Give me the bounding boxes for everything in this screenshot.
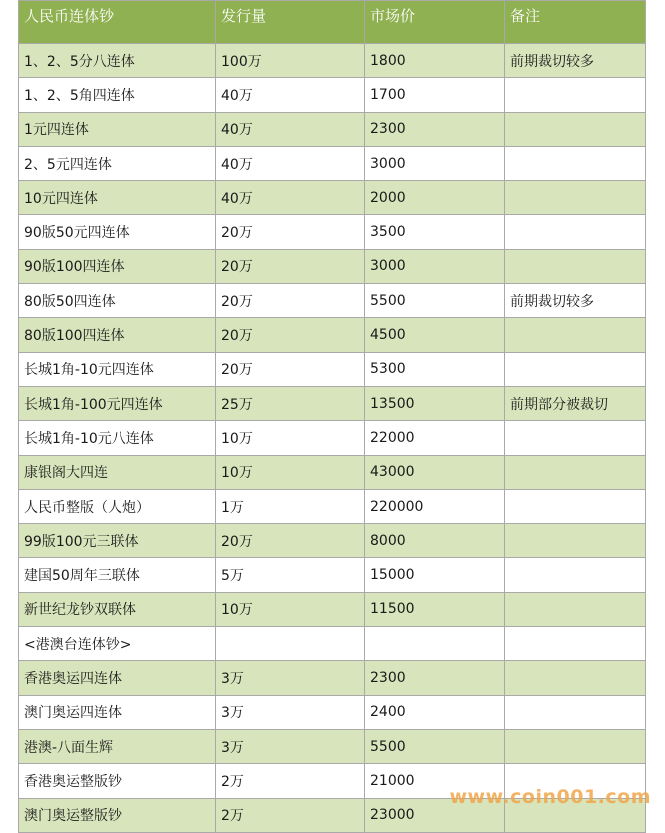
cell-notes <box>505 661 646 695</box>
cell-name: 港澳-八面生辉 <box>19 729 216 763</box>
cell-issue-volume: 20万 <box>216 284 365 318</box>
table-row <box>19 215 646 249</box>
table-row <box>19 661 646 695</box>
cell-market-price: 1700 <box>365 78 505 112</box>
cell-market-price: 8000 <box>365 524 505 558</box>
cell-market-price: 4500 <box>365 318 505 352</box>
table-row <box>19 627 646 661</box>
table-row <box>19 44 646 78</box>
cell-name: 80版50四连体 <box>19 284 216 318</box>
table-row <box>19 421 646 455</box>
cell-notes <box>505 627 646 661</box>
cell-name: 长城1角-10元四连体 <box>19 352 216 386</box>
header-notes: 备注 <box>505 1 646 44</box>
cell-issue-volume: 20万 <box>216 352 365 386</box>
cell-issue-volume: 40万 <box>216 181 365 215</box>
cell-market-price: 220000 <box>365 489 505 523</box>
cell-issue-volume: 5万 <box>216 558 365 592</box>
watermark-logo: www.coin001.com <box>449 786 651 808</box>
cell-issue-volume: 10万 <box>216 421 365 455</box>
cell-name: 1、2、5角四连体 <box>19 78 216 112</box>
cell-issue-volume: 10万 <box>216 592 365 626</box>
table-row <box>19 78 646 112</box>
cell-market-price: 23000 <box>365 798 505 832</box>
cell-notes <box>505 249 646 283</box>
cell-market-price <box>365 627 505 661</box>
cell-issue-volume: 3万 <box>216 661 365 695</box>
cell-issue-volume: 2万 <box>216 798 365 832</box>
table-row <box>19 729 646 763</box>
table-row <box>19 318 646 352</box>
header-name: 人民币连体钞 <box>19 1 216 44</box>
cell-notes <box>505 421 646 455</box>
table-row <box>19 352 646 386</box>
cell-name: 建国50周年三联体 <box>19 558 216 592</box>
cell-issue-volume: 40万 <box>216 78 365 112</box>
cell-notes <box>505 78 646 112</box>
table-body <box>19 44 646 833</box>
cell-market-price: 1800 <box>365 44 505 78</box>
table-row <box>19 386 646 420</box>
cell-market-price: 2300 <box>365 661 505 695</box>
header-row <box>19 1 646 44</box>
table-row <box>19 284 646 318</box>
table-header <box>19 1 646 44</box>
cell-market-price: 21000 <box>365 764 505 798</box>
table-row <box>19 181 646 215</box>
cell-name: 80版100四连体 <box>19 318 216 352</box>
cell-name: 新世纪龙钞双联体 <box>19 592 216 626</box>
cell-issue-volume: 20万 <box>216 249 365 283</box>
cell-name: 10元四连体 <box>19 181 216 215</box>
cell-notes <box>505 112 646 146</box>
cell-name: 香港奥运四连体 <box>19 661 216 695</box>
cell-issue-volume: 2万 <box>216 764 365 798</box>
cell-market-price: 2300 <box>365 112 505 146</box>
cell-market-price: 5300 <box>365 352 505 386</box>
cell-notes <box>505 524 646 558</box>
cell-name: 香港奥运整版钞 <box>19 764 216 798</box>
cell-notes <box>505 146 646 180</box>
cell-market-price: 15000 <box>365 558 505 592</box>
table-row <box>19 249 646 283</box>
cell-market-price: 13500 <box>365 386 505 420</box>
cell-issue-volume: 3万 <box>216 729 365 763</box>
cell-market-price: 3000 <box>365 249 505 283</box>
table-row <box>19 524 646 558</box>
cell-market-price: 3500 <box>365 215 505 249</box>
cell-issue-volume: 1万 <box>216 489 365 523</box>
table-row <box>19 558 646 592</box>
cell-notes <box>505 455 646 489</box>
cell-issue-volume: 3万 <box>216 695 365 729</box>
cell-name: 2、5元四连体 <box>19 146 216 180</box>
cell-notes <box>505 489 646 523</box>
cell-market-price: 22000 <box>365 421 505 455</box>
cell-market-price: 11500 <box>365 592 505 626</box>
cell-notes <box>505 592 646 626</box>
cell-name: 康银阁大四连 <box>19 455 216 489</box>
cell-notes <box>505 215 646 249</box>
cell-market-price: 2000 <box>365 181 505 215</box>
price-table <box>18 0 646 833</box>
cell-notes: 前期裁切较多 <box>505 44 646 78</box>
cell-market-price: 2400 <box>365 695 505 729</box>
cell-notes <box>505 181 646 215</box>
cell-name: <港澳台连体钞> <box>19 627 216 661</box>
cell-issue-volume: 100万 <box>216 44 365 78</box>
cell-name: 1元四连体 <box>19 112 216 146</box>
cell-issue-volume: 20万 <box>216 215 365 249</box>
cell-name: 1、2、5分八连体 <box>19 44 216 78</box>
cell-market-price: 5500 <box>365 729 505 763</box>
cell-issue-volume <box>216 627 365 661</box>
cell-issue-volume: 40万 <box>216 112 365 146</box>
cell-market-price: 43000 <box>365 455 505 489</box>
cell-issue-volume: 20万 <box>216 524 365 558</box>
cell-name: 长城1角-100元四连体 <box>19 386 216 420</box>
cell-issue-volume: 20万 <box>216 318 365 352</box>
cell-name: 99版100元三联体 <box>19 524 216 558</box>
cell-notes <box>505 352 646 386</box>
cell-notes: 前期部分被裁切 <box>505 386 646 420</box>
table-row <box>19 695 646 729</box>
cell-name: 人民币整版（人炮） <box>19 489 216 523</box>
cell-notes <box>505 729 646 763</box>
header-issue-volume: 发行量 <box>216 1 365 44</box>
table-row <box>19 489 646 523</box>
cell-name: 澳门奥运整版钞 <box>19 798 216 832</box>
cell-name: 90版100四连体 <box>19 249 216 283</box>
table-row <box>19 455 646 489</box>
table-row <box>19 146 646 180</box>
cell-issue-volume: 25万 <box>216 386 365 420</box>
cell-issue-volume: 40万 <box>216 146 365 180</box>
table-row <box>19 592 646 626</box>
cell-notes <box>505 695 646 729</box>
header-market-price: 市场价 <box>365 1 505 44</box>
cell-name: 长城1角-10元八连体 <box>19 421 216 455</box>
cell-issue-volume: 10万 <box>216 455 365 489</box>
cell-notes <box>505 558 646 592</box>
cell-market-price: 5500 <box>365 284 505 318</box>
table-row <box>19 112 646 146</box>
cell-notes: 前期裁切较多 <box>505 284 646 318</box>
cell-name: 澳门奥运四连体 <box>19 695 216 729</box>
cell-name: 90版50元四连体 <box>19 215 216 249</box>
cell-notes <box>505 318 646 352</box>
cell-market-price: 3000 <box>365 146 505 180</box>
